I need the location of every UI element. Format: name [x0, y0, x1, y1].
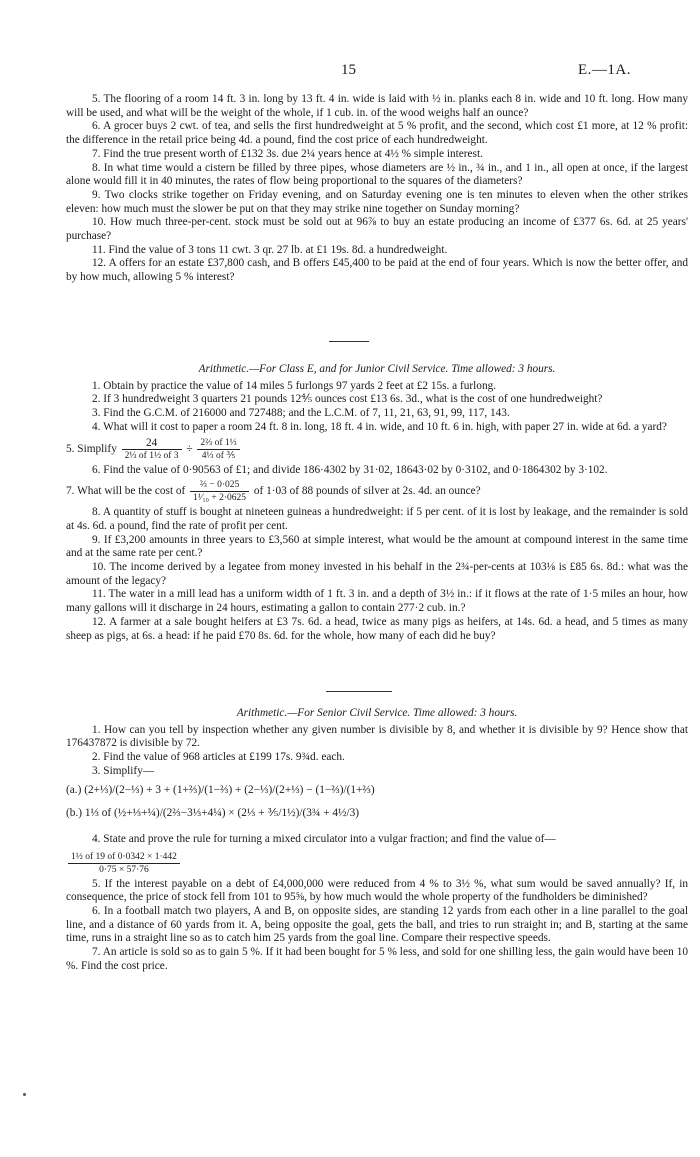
fraction-2-denominator: 4⅓ of ⅗	[201, 450, 236, 461]
question-3: 3. Find the G.C.M. of 216000 and 727488; and the L.C.M. of 7, 11, 21, 63, 91, 99, 117, 143.	[92, 407, 510, 420]
question-8: 8. A quantity of stuff is bought at nineteen guineas a hundredweight: if 5 per cent. of it is lost by leakage, and the remainder is sold at 4s. 6d. a pound, find the rate of profit per cent.	[66, 506, 688, 532]
page-header	[0, 62, 700, 82]
fraction-4	[68, 851, 180, 876]
question-7: 7. An article is sold so as to gain 5 %. If it had been bought for 5 % less, and sold for one shilling less, the gain would have been 10 %. Find the cost price.	[66, 946, 688, 972]
question-7-cost	[66, 479, 688, 504]
question-6: 6. In a football match two players, A and B, on opposite sides, are standing 12 yards from each other in a line parallel to the goal line, and a distance of 60 yards from it. A, being opposite the goal, gets the ball, and tries to run straight in; and B, starting at the same time, runs in a straight line so as to catch him 25 yards from the goal line. Compare their respective speeds.	[66, 905, 688, 945]
question-5: 5. The flooring of a room 14 ft. 3 in. long by 13 ft. 4 in. wide is laid with ½ in. planks each 8 in. wide and 10 ft. long. How many will be used, and what will be the weight of the whole, if 1 cub. in. of the wood weighs half an ounce?	[66, 93, 688, 119]
fraction-4-denominator: 0·75 × 57·76	[99, 864, 149, 875]
section-divider-1	[329, 341, 369, 342]
fraction-2	[197, 437, 239, 462]
question-9: 9. If £3,200 amounts in three years to £3,560 at simple interest, what would be the amount at compound interest in the same time and at the same rate per cent.?	[66, 533, 688, 560]
question-9: 9. Two clocks strike together on Friday evening, and on Saturday evening one is ten minutes to eleven when the other strikes eleven: how much must the slower be put on that they may strike nine together on Sunday morning?	[66, 188, 688, 215]
document-reference: E.—1A.	[578, 62, 631, 78]
section-senior-civil-service	[66, 707, 688, 974]
question-2: 2. Find the value of 968 articles at £199 17s. 9¾d. each.	[92, 751, 345, 764]
question-6: 6. A grocer buys 2 cwt. of tea, and sells the first hundredweight at 5 % profit, and the second, which cost £1 more, at 12 % profit: the difference in the retail price being 4d. a pound, find the cost price of each hundredweight.	[66, 120, 688, 147]
question-11: 11. Find the value of 3 tons 11 cwt. 3 qr. 27 lb. at £1 19s. 8d. a hundredweight.	[92, 243, 448, 256]
question-1: 1. Obtain by practice the value of 14 miles 5 furlongs 97 yards 2 feet at £2 15s. a furlong.	[92, 379, 497, 392]
fraction-3-denominator: 1¹⁄₁₀ + 2·0625	[193, 493, 246, 504]
question-3a	[66, 784, 688, 798]
stray-ink-mark	[23, 1093, 26, 1096]
fraction-1	[122, 437, 182, 462]
question-10: 10. How much three-per-cent. stock must be sold out at 96⅞ to buy an estate producing an income of £377 6s. 6d. at 25 years' purchase?	[66, 216, 688, 243]
question-7-tail: of 1·03 of 88 pounds of silver at 2s. 4d. an ounce?	[253, 485, 481, 498]
fraction-3-numerator: ⅔ − 0·025	[190, 479, 249, 492]
fraction-2-numerator: 2⅔ of 1⅓	[197, 437, 239, 450]
question-10: 10. The income derived by a legatee from money invested in his behalf in the 2¾-per-cents at 103⅛ is £85 6s. 8d.: what was the amount of the legacy?	[66, 561, 688, 587]
question-4: 4. What will it cost to paper a room 24 ft. 8 in. long, 18 ft. 4 in. wide, and 10 ft. 6 in. high, with paper 27 in. wide at 6d. a yard?	[92, 420, 667, 433]
question-7-label: 7. What will be the cost of	[66, 485, 186, 498]
fraction-1-numerator: 24	[122, 437, 182, 450]
question-5-simplify	[66, 437, 688, 462]
fraction-1-denominator: 2⅓ of 1½ of 3	[124, 450, 179, 461]
question-3: 3. Simplify—	[92, 764, 155, 777]
question-7: 7. Find the true present worth of £132 3s. due 2¼ years hence at 4½ % simple interest.	[92, 147, 483, 160]
question-3a-label: (a.)	[66, 783, 82, 796]
question-4: 4. State and prove the rule for turning a mixed circulator into a vulgar fraction; and find the value of—	[92, 832, 556, 845]
question-2: 2. If 3 hundredweight 3 quarters 21 pounds 12⅘ ounces cost £13 6s. 3d., what is the cost of one hundredweight?	[92, 393, 603, 406]
fraction-4-numerator: 1½ of 19 of 0·0342 × 1·442	[68, 851, 180, 864]
question-3a-expression: (2+⅓)/(2−⅓) + 3 + (1+⅔)/(1−⅔) + (2−⅓)/(2+⅓) − (1−⅔)/(1+⅔)	[84, 783, 375, 796]
section-continued-questions	[66, 93, 688, 285]
question-4-fraction	[66, 851, 688, 876]
question-3b	[66, 807, 688, 821]
question-1: 1. How can you tell by inspection whether any given number is divisible by 8, and whether it is divisible by 9? Hence show that 176437872 is divisible by 72.	[66, 723, 688, 750]
question-11: 11. The water in a mill lead has a uniform width of 1 ft. 3 in. and a depth of 3½ in.: if it flows at the rate of 1·5 miles an hour, how many gallons will it discharge in 24 hours, estimating a gallon to contain 277·2 cub. in.?	[66, 588, 688, 615]
section-class-e-junior	[66, 363, 688, 643]
section-heading-class-e: Arithmetic.—For Class E, and for Junior Civil Service. Time allowed: 3 hours.	[198, 363, 556, 375]
question-6: 6. Find the value of 0·90563 of £1; and divide 186·4302 by 31·02, 18643·02 by 0·3102, and 0·1864302 by 3·102.	[92, 463, 608, 476]
question-12: 12. A farmer at a sale bought heifers at £3 7s. 6d. a head, twice as many pigs as heifers, at 14s. 6d. a head, and 5 times as many sheep as pigs, at 6s. a head: if he paid £70 8s. 6d. for the whole, how many of each did he buy?	[66, 615, 688, 642]
question-5: 5. If the interest payable on a debt of £4,000,000 were reduced from 4 % to 3½ %, what sum would be saved annually? If, in consequence, the price of stock fell from 101 to 95⅝, by how much would the whole property of the fundholders be diminished?	[66, 877, 688, 904]
question-8: 8. In what time would a cistern be filled by three pipes, whose diameters are ½ in., ¾ in., and 1 in., all open at once, if the largest alone would fill it in 40 minutes, the rates of flow being proportional to the squares of the diameters?	[66, 161, 688, 188]
question-3b-label: (b.)	[66, 807, 82, 820]
question-3b-expression: 1⅓ of (½+⅓+¼)/(2⅔−3⅓+4¼) × (2⅓ + ⅗/1½)/(3¾ + 4½/3)	[84, 807, 360, 820]
question-5-label: 5. Simplify	[66, 442, 117, 455]
question-12: 12. A offers for an estate £37,800 cash, and B offers £45,400 to be paid at the end of four years. Which is now the better offer, and by how much, allowing 5 % interest?	[66, 257, 688, 284]
section-heading-senior: Arithmetic.—For Senior Civil Service. Time allowed: 3 hours.	[236, 707, 518, 719]
page-number: 15	[341, 62, 356, 78]
fraction-3	[190, 479, 249, 504]
section-divider-2	[326, 691, 392, 692]
divide-sign: ÷	[186, 442, 193, 455]
